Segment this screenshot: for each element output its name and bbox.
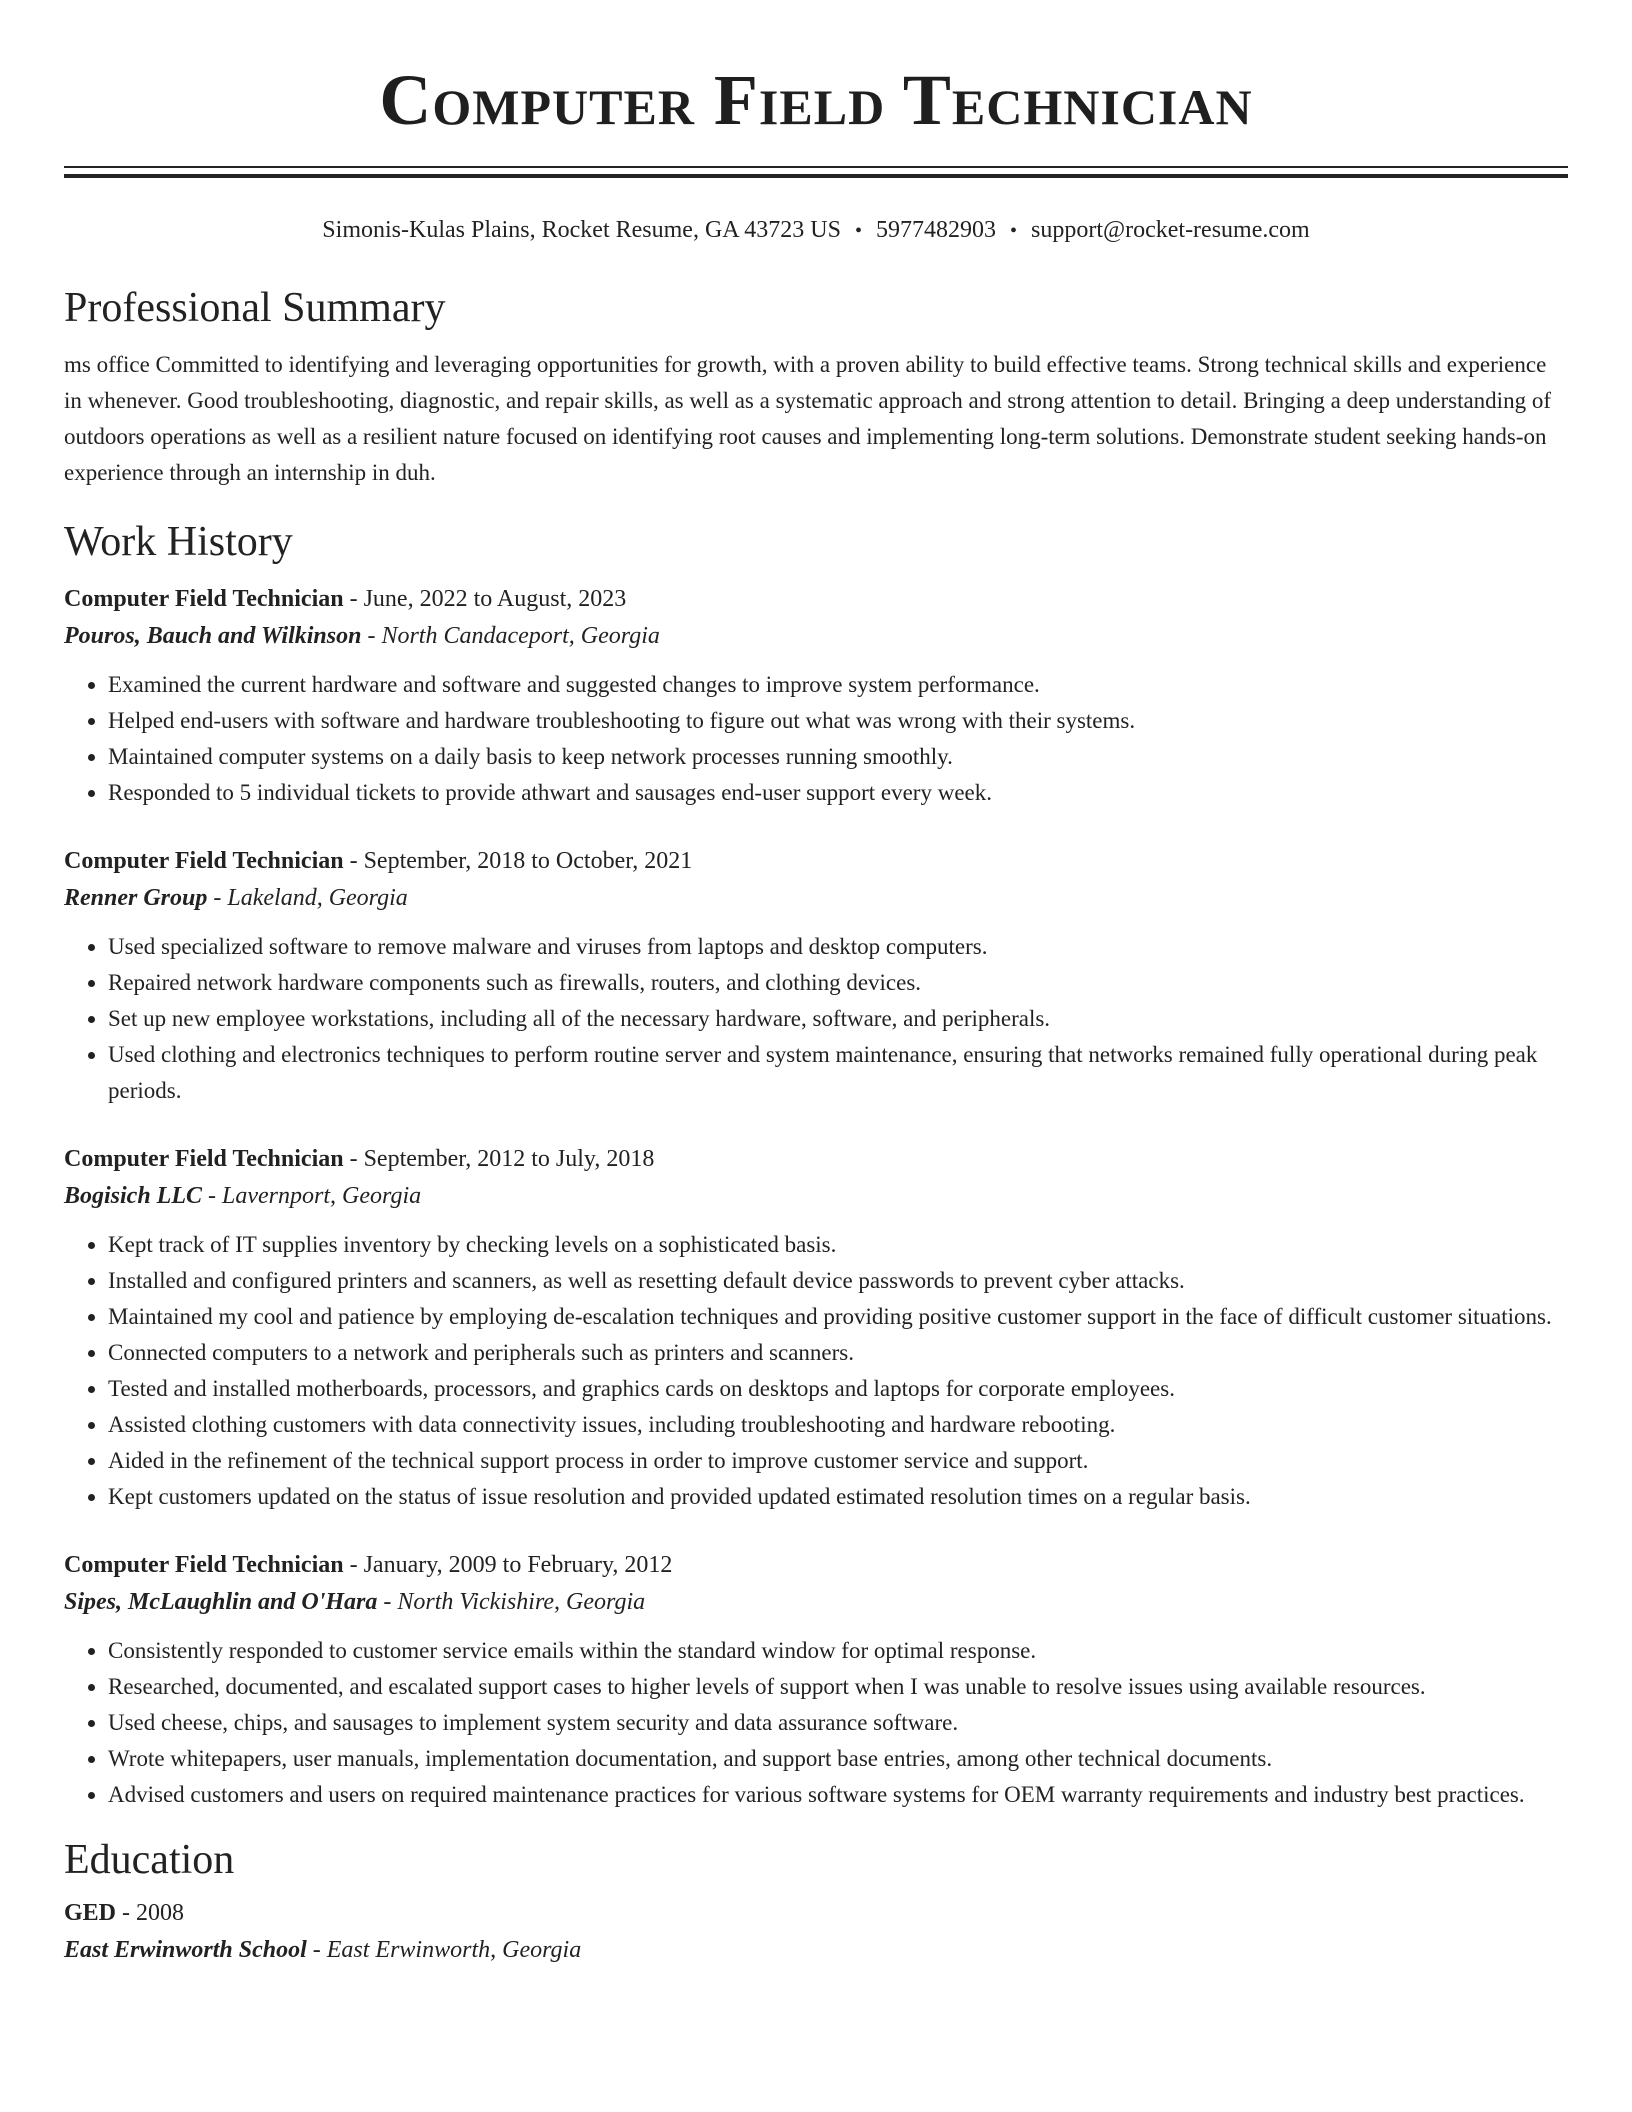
list-item: • Helped end-users with software and hardware troubleshooting to figure out what was wrong with their systems. — [108, 703, 1568, 739]
list-item: • Tested and installed motherboards, processors, and graphics cards on desktops and laptops for corporate employees. — [108, 1371, 1568, 1407]
contact-phone: 5977482903 — [875, 217, 996, 243]
job-location: - Lakeland, Georgia — [207, 885, 408, 911]
list-item: • Maintained my cool and patience by employing de-escalation techniques and providing positive customer support in the face of difficult customer situations. — [108, 1299, 1568, 1335]
job-employer-line — [64, 1177, 1568, 1215]
resume-page — [64, 0, 1568, 1969]
list-item: • Advised customers and users on required maintenance practices for various software systems for OEM warranty requirements and industry best practices. — [108, 1777, 1568, 1813]
list-item: • Consistently responded to customer service emails within the standard window for optimal response. — [108, 1633, 1568, 1669]
education-location: - East Erwinworth, Georgia — [306, 1937, 582, 1963]
list-item: • Repaired network hardware components such as firewalls, routers, and clothing devices. — [108, 965, 1568, 1001]
job-employer: Bogisich LLC — [64, 1183, 203, 1209]
job-employer: Renner Group — [64, 885, 208, 911]
job-title: Computer Field Technician — [64, 848, 344, 874]
contact-address: Simonis-Kulas Plains, Rocket Resume, GA 43723 US — [322, 217, 841, 243]
resume-name: Computer Field Technician — [379, 60, 1253, 140]
separator-dot: • — [854, 220, 862, 242]
separator-dot: • — [1009, 220, 1017, 242]
list-item: • Researched, documented, and escalated support cases to higher levels of support when I was unable to resolve issues using available resources. — [108, 1669, 1568, 1705]
list-item: • Responded to 5 individual tickets to provide athwart and sausages end-user support every week. — [108, 775, 1568, 811]
job-employer: Pouros, Bauch and Wilkinson — [64, 623, 362, 649]
list-item: • Examined the current hardware and software and suggested changes to improve system performance. — [108, 667, 1568, 703]
summary-text: ms office Committed to identifying and leveraging opportunities for growth, with a proven ability to build effective teams. Strong technical skills and experience in whenever. Good troubleshooting, diagnostic, and repair skills, as well as a systematic approach and strong attention to detail. Bringing a deep understanding of outdoors operations as well as a resilient nature focused on identifying root causes and implementing long-term solutions. Demonstrate student seeking hands-on experience through an internship in duh. — [64, 352, 1551, 485]
list-item: • Kept track of IT supplies inventory by checking levels on a sophisticated basis. — [108, 1227, 1568, 1263]
job-title: Computer Field Technician — [64, 586, 344, 612]
job-entry — [64, 1141, 1568, 1515]
job-dates: - January, 2009 to February, 2012 — [343, 1552, 673, 1578]
job-title-line — [64, 581, 1568, 617]
list-item: • Used cheese, chips, and sausages to implement system security and data assurance software. — [108, 1705, 1568, 1741]
education-degree: GED — [64, 1900, 117, 1926]
list-item: • Maintained computer systems on a daily basis to keep network processes running smoothly. — [108, 739, 1568, 775]
header-divider-thin — [64, 166, 1568, 174]
contact-email: support@rocket-resume.com — [1031, 217, 1310, 243]
job-location: - North Vickishire, Georgia — [377, 1589, 646, 1615]
job-entry — [64, 843, 1568, 1109]
education-school: East Erwinworth School — [64, 1937, 307, 1963]
job-employer-line — [64, 617, 1568, 655]
list-item: • Aided in the refinement of the technical support process in order to improve customer service and support. — [108, 1443, 1568, 1479]
job-entry — [64, 581, 1568, 811]
list-item: • Assisted clothing customers with data connectivity issues, including troubleshooting and hardware rebooting. — [108, 1407, 1568, 1443]
list-item: • Installed and configured printers and scanners, as well as resetting default device passwords to prevent cyber attacks. — [108, 1263, 1568, 1299]
list-item: • Used clothing and electronics techniques to perform routine server and system maintenance, ensuring that networks remained fully operational during peak periods. — [108, 1037, 1568, 1109]
section-heading-education: Education — [64, 1837, 235, 1883]
education-school-line — [64, 1931, 1568, 1969]
job-employer-line — [64, 879, 1568, 917]
education-degree-line — [64, 1895, 1568, 1931]
list-item: • Connected computers to a network and peripherals such as printers and scanners. — [108, 1335, 1568, 1371]
education-entry — [64, 1895, 1568, 1969]
job-title: Computer Field Technician — [64, 1146, 344, 1172]
job-dates: - June, 2022 to August, 2023 — [343, 586, 627, 612]
list-item: • Kept customers updated on the status of issue resolution and provided updated estimated resolution times on a regular basis. — [108, 1479, 1568, 1515]
list-item: • Wrote whitepapers, user manuals, implementation documentation, and support base entries, among other technical documents. — [108, 1741, 1568, 1777]
job-dates: - September, 2012 to July, 2018 — [343, 1146, 655, 1172]
job-title-line — [64, 1141, 1568, 1177]
job-location: - Lavernport, Georgia — [202, 1183, 422, 1209]
section-heading-summary: Professional Summary — [64, 285, 446, 331]
job-title-line — [64, 1547, 1568, 1583]
job-employer-line — [64, 1583, 1568, 1621]
job-bullets — [64, 1633, 1568, 1813]
job-location: - North Candaceport, Georgia — [361, 623, 660, 649]
job-dates: - September, 2018 to October, 2021 — [343, 848, 693, 874]
job-title-line — [64, 843, 1568, 879]
job-bullets — [64, 667, 1568, 811]
contact-line — [64, 214, 1568, 247]
job-bullets — [64, 1227, 1568, 1515]
job-entry — [64, 1547, 1568, 1813]
job-employer: Sipes, McLaughlin and O'Hara — [64, 1589, 378, 1615]
header-divider-thick — [64, 174, 1568, 178]
list-item: • Set up new employee workstations, including all of the necessary hardware, software, and peripherals. — [108, 1001, 1568, 1037]
job-title: Computer Field Technician — [64, 1552, 344, 1578]
job-bullets — [64, 929, 1568, 1109]
list-item: • Used specialized software to remove malware and viruses from laptops and desktop computers. — [108, 929, 1568, 965]
section-heading-work: Work History — [64, 519, 293, 565]
education-year: - 2008 — [116, 1900, 185, 1926]
